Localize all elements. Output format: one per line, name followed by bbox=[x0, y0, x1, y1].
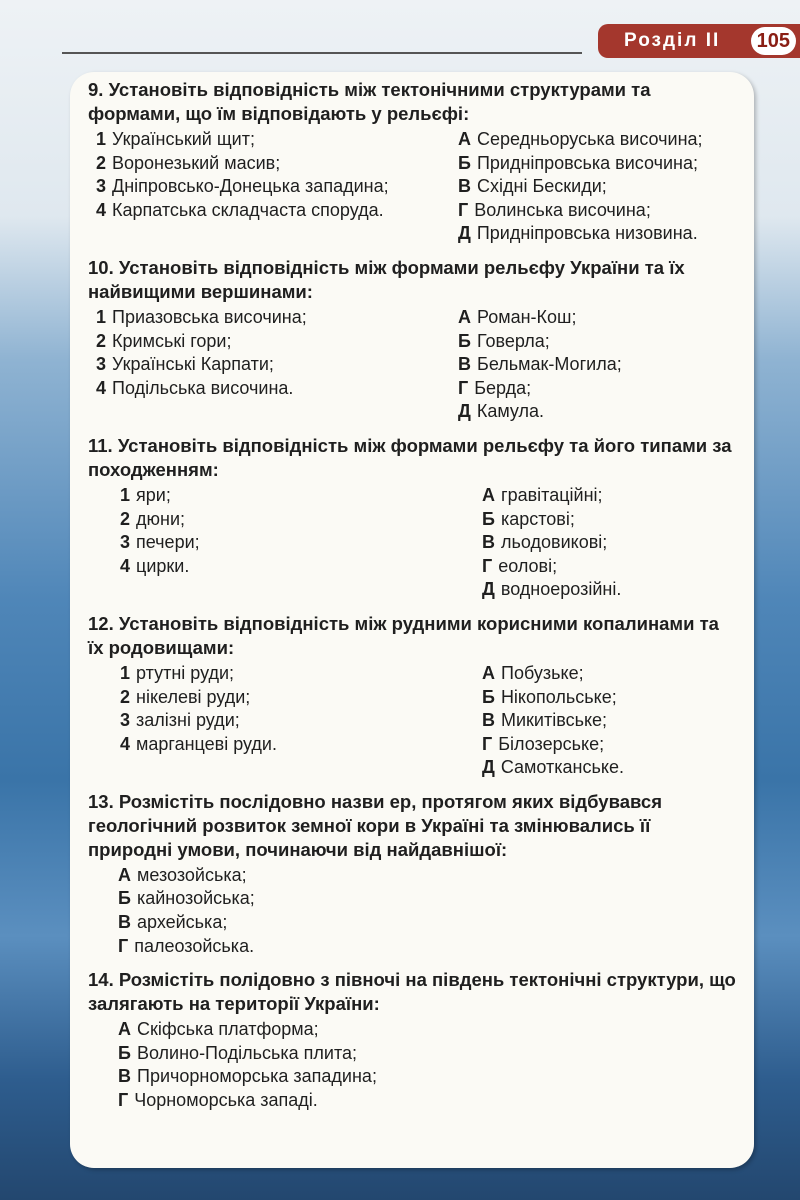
list-item: А Побузьке; bbox=[482, 662, 584, 683]
list-item: 2 дюни; bbox=[120, 508, 186, 529]
list-item: А Роман-Кош; bbox=[458, 306, 577, 327]
list-item: 3 Дніпровсько-Донецька западина; bbox=[96, 176, 389, 197]
list-item: А Середньоруська височина; bbox=[458, 129, 703, 149]
left-column bbox=[88, 306, 458, 424]
right-column bbox=[482, 662, 738, 780]
question-13 bbox=[88, 790, 738, 958]
list-item: Г Білозерське; bbox=[482, 733, 605, 754]
list-item: 2 Воронезький масив; bbox=[96, 152, 281, 173]
list-item: 4 Подільська височина. bbox=[96, 377, 294, 398]
question-title: 10. Установіть відповідність між формами рельєфу України та їх найвищими вершинами: bbox=[88, 256, 685, 302]
list-item: Б кайнозойська; bbox=[118, 888, 255, 909]
answer-list bbox=[88, 864, 738, 958]
list-item: Д Придніпровська низовина. bbox=[458, 223, 698, 244]
questions-card bbox=[70, 72, 754, 1168]
question-9 bbox=[88, 78, 738, 246]
list-item: 2 нікелеві руди; bbox=[120, 686, 251, 707]
question-title: 11. Установіть відповідність між формами рельєфу та його типами за походженням: bbox=[88, 434, 732, 480]
list-item: 3 Українські Карпати; bbox=[96, 354, 274, 375]
list-item: А Скіфська платформа; bbox=[118, 1019, 319, 1040]
list-item: Г Волинська височина; bbox=[458, 199, 651, 220]
list-item: Д водноерозійні. bbox=[482, 579, 622, 600]
list-item: Г Берда; bbox=[458, 377, 532, 398]
list-item: Д Самотканське. bbox=[482, 757, 624, 778]
list-item: 1 Український щит; bbox=[96, 129, 255, 149]
list-item: В Микитівське; bbox=[482, 710, 608, 731]
header-rule bbox=[62, 52, 582, 54]
question-title: 12. Установіть відповідність між рудними корисними копалинами та їх родовищами: bbox=[88, 612, 719, 658]
list-item: 3 печери; bbox=[120, 532, 200, 553]
list-item: Б карстові; bbox=[482, 508, 575, 529]
question-10 bbox=[88, 256, 738, 424]
section-label: Розділ II bbox=[624, 30, 721, 51]
list-item: 4 марганцеві руди. bbox=[120, 733, 277, 754]
list-item: В архейська; bbox=[118, 912, 228, 933]
question-12 bbox=[88, 612, 738, 780]
right-column bbox=[482, 484, 738, 602]
list-item: Б Нікопольське; bbox=[482, 686, 617, 707]
list-item: В Бельмак-Могила; bbox=[458, 354, 622, 375]
left-column bbox=[88, 484, 482, 602]
list-item: А гравітаційні; bbox=[482, 484, 603, 505]
answer-list bbox=[88, 1018, 738, 1112]
list-item: А мезозойська; bbox=[118, 864, 247, 885]
list-item: В Східні Бескиди; bbox=[458, 176, 607, 197]
list-item: 1 ртутні руди; bbox=[120, 662, 235, 683]
list-item: Б Волино-Подільська плита; bbox=[118, 1042, 358, 1063]
section-tab bbox=[598, 24, 800, 58]
list-item: 4 Карпатська складчаста споруда. bbox=[96, 199, 384, 220]
question-title: 13. Розмістіть послідовно назви ер, протягом яких відбувався геологічний розвиток земної кори в Україні та змінювались її природні умови, починаючи від найдавнішої: bbox=[88, 790, 663, 860]
right-column bbox=[458, 306, 738, 424]
right-column bbox=[458, 128, 738, 246]
list-item: Г палеозойська. bbox=[118, 935, 255, 956]
list-item: В Причорноморська западина; bbox=[118, 1066, 377, 1087]
list-item: 1 яри; bbox=[120, 484, 171, 505]
list-item: 2 Кримські гори; bbox=[96, 330, 232, 351]
question-11 bbox=[88, 434, 738, 602]
left-column bbox=[88, 662, 482, 780]
list-item: Б Придніпровська височина; bbox=[458, 152, 698, 173]
question-title: 14. Розмістіть полідовно з півночі на південь тектонічні структури, що залягають на території України: bbox=[88, 969, 736, 1015]
list-item: 1 Приазовська височина; bbox=[96, 306, 307, 327]
question-14 bbox=[88, 968, 738, 1112]
list-item: В льодовикові; bbox=[482, 532, 608, 553]
list-item: Д Камула. bbox=[458, 401, 545, 422]
left-column bbox=[88, 128, 458, 246]
question-title: 9. Установіть відповідність між тектонічними структурами та формами, що їм відповідають у рельєфі: bbox=[88, 79, 651, 124]
list-item: 3 залізні руди; bbox=[120, 710, 240, 731]
page-number: 105 bbox=[751, 27, 796, 55]
list-item: Б Говерла; bbox=[458, 330, 550, 351]
list-item: Г еолові; bbox=[482, 555, 558, 576]
list-item: Г Чорноморська западі. bbox=[118, 1090, 318, 1111]
list-item: 4 цирки. bbox=[120, 555, 190, 576]
